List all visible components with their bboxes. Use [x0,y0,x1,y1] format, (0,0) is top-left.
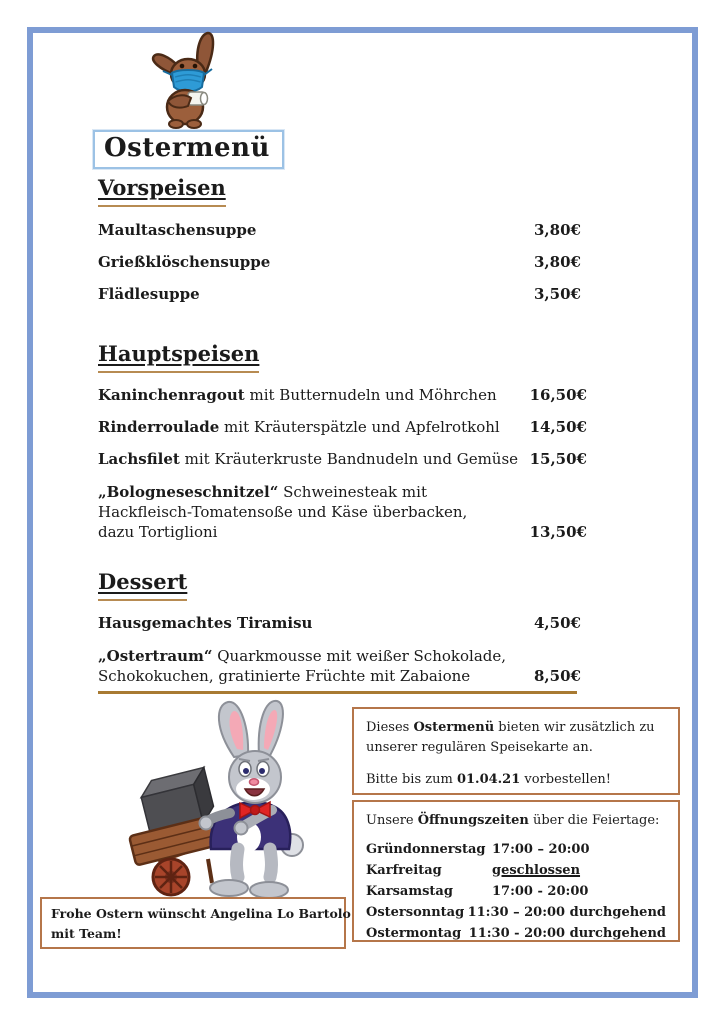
hours-row [366,902,666,923]
note-line-1: Dieses Ostermenü bieten wir zusätzlich zu [366,720,655,735]
item-line-1 [98,646,587,666]
day-label: Karsamstag [366,884,453,899]
item-name: „Ostertraum“ [98,647,213,665]
menu-item-row [98,418,587,437]
item-price: 13,50€ [529,523,587,541]
mask-bunny-illustration [138,30,235,130]
menu-item-row [98,221,587,240]
time-value: 11:30 – 20:00 durchgehend [467,905,666,920]
day-label: Gründonnerstag [366,842,486,857]
item-desc: mit Kräuterspätzle und Apfelrotkohl [219,418,500,436]
item-name: Grießklöschensuppe [98,253,271,271]
item-text [98,386,530,405]
bunny-pupil-right [259,768,265,774]
bunny-pupil-left [243,768,249,774]
item-text [98,418,530,437]
menu-item-row [98,482,587,542]
bunny-paw-far [200,817,213,830]
item-name: „Bologneseschnitzel“ [98,483,279,501]
item-price: 16,50€ [529,386,587,404]
item-price: 15,50€ [529,450,587,468]
item-name: Lachsfilet [98,450,180,468]
face-mask [172,70,204,92]
wheelbarrow-leg [208,859,212,883]
menu-content [98,174,587,686]
menu-title-box [93,130,284,169]
item-name: Rinderroulade [98,418,220,436]
wheelbarrow-wheel [153,859,189,895]
item-name: Hausgemachtes Tiramisu [98,614,313,632]
note-line-2: unserer regulären Speisekarte an. [366,740,593,755]
item-name: Maultaschensuppe [98,221,257,239]
hours-row [366,881,666,902]
bunny-paw-near [235,822,248,835]
hours-row [366,923,666,944]
bunny-legs [237,849,272,877]
item-line-2: Schokokuchen, gratinierte Früchte mit Zabaione 8,50€ [98,667,581,685]
day-label: Karfreitag [366,863,442,878]
bunny-foot-right [250,882,288,898]
bunny-foot-left [210,880,248,896]
item-price: 3,50€ [534,285,581,303]
wheelbarrow-bunny-illustration [116,697,348,902]
time-value: 11:30 - 20:00 durchgehend [468,926,666,941]
menu-item-row [98,450,587,469]
item-price: 8,50€ [534,667,581,685]
hours-rows [366,839,666,944]
item-line-2: Hackfleisch-Tomatensoße und Käse überbacken, [98,503,468,521]
page-title: Ostermenü [104,133,270,163]
menu-item-row [98,285,587,304]
item-name: Flädlesuppe [98,285,200,303]
item-desc: Quarkmousse mit weißer Schokolade, [212,647,507,665]
item-price: 14,50€ [529,418,587,436]
item-desc: mit Kräuterkruste Bandnudeln und Gemüse [179,450,519,468]
menu-item-row [98,614,587,633]
menu-item-row [98,386,587,405]
bunny-eye-right [193,64,198,69]
time-value: 17:00 - 20:00 [492,884,589,899]
item-line-3: dazu Tortiglioni 13,50€ [98,523,587,541]
item-price: 3,80€ [534,221,581,239]
greeting-line-2: mit Team! [51,926,122,941]
note-line-3: Bitte bis zum 01.04.21 vorbestellen! [366,772,612,787]
day-label: Ostermontag [366,926,462,941]
day-label: Ostersonntag [366,905,465,920]
item-name: Kaninchenragout [98,386,245,404]
item-desc: mit Butternudeln und Möhrchen [244,386,497,404]
bunny-foot-left [169,120,183,128]
section-heading-hauptspeisen: Hauptspeisen [98,340,587,373]
hours-row [366,860,666,881]
horizontal-divider [98,691,577,694]
item-price: 3,80€ [534,253,581,271]
bunny-foot-right [187,120,201,128]
item-desc: Schweinesteak mit [278,483,427,501]
bunny-nose [250,779,259,785]
opening-hours-box [352,800,680,942]
menu-item-row [98,646,587,686]
section-heading-vorspeisen: Vorspeisen [98,174,587,207]
item-text [98,450,530,469]
menu-note-box [352,707,680,795]
menu-item-row [98,253,587,272]
item-line-1 [98,482,587,502]
bunny-eye-left [180,64,185,69]
hours-title: Unsere Öffnungszeiten über die Feiertage: [366,813,660,828]
item-price: 4,50€ [534,614,581,632]
hours-row [366,839,666,860]
greeting-box [40,897,351,949]
greeting-line-1: Frohe Ostern wünscht Angelina Lo Bartolo [51,906,351,921]
time-value: geschlossen [492,863,581,878]
roll-end [201,93,208,105]
time-value: 17:00 – 20:00 [492,842,590,857]
section-heading-dessert: Dessert [98,568,587,601]
